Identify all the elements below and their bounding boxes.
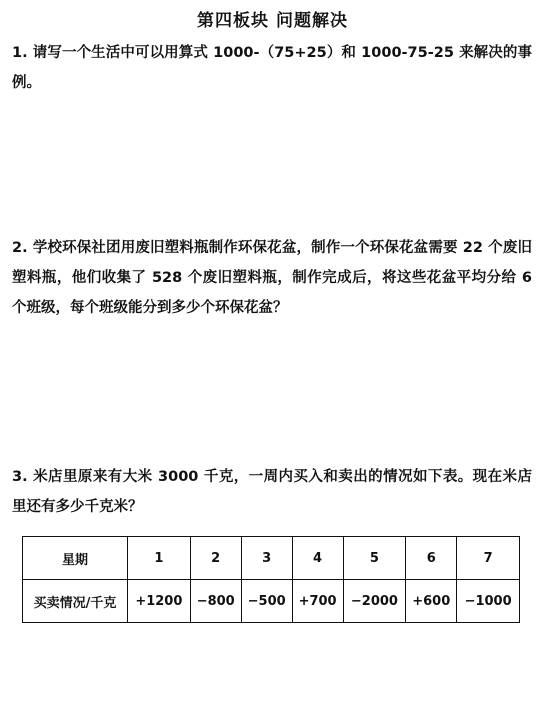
table-cell-value: +700	[292, 580, 343, 623]
table-cell-day: 3	[241, 537, 292, 580]
table-cell-day: 7	[457, 537, 520, 580]
table-cell-day: 5	[343, 537, 406, 580]
question-2	[12, 233, 532, 323]
question-3-text: 米店里原来有大米 3000 千克，一周内买入和卖出的情况如下表。现在米店里还有多少千克米？	[12, 469, 532, 515]
row-header-trade: 买卖情况/千克	[23, 580, 128, 623]
table-row-values	[23, 580, 520, 623]
rice-sales-table	[22, 536, 520, 623]
question-2-text: 学校环保社团用废旧塑料瓶制作环保花盆，制作一个环保花盆需要 22 个废旧塑料瓶，他们收集了 528 个废旧塑料瓶，制作完成后，将这些花盆平均分给 6 个班级，每个班级能分到多少个环保花盆？	[12, 240, 532, 316]
question-1-text: 请写一个生活中可以用算式 1000-（75+25）和 1000-75-25 来解决的事例。	[12, 45, 532, 91]
question-3-number: 3.	[12, 469, 28, 485]
question-1-number: 1.	[12, 45, 28, 61]
table-cell-day: 6	[406, 537, 457, 580]
table-cell-value: −1000	[457, 580, 520, 623]
question-1	[12, 38, 532, 98]
table-cell-value: −500	[241, 580, 292, 623]
table-cell-value: +1200	[128, 580, 191, 623]
question-2-number: 2.	[12, 240, 28, 256]
question-3	[12, 462, 532, 522]
table-cell-day: 2	[190, 537, 241, 580]
table-cell-value: +600	[406, 580, 457, 623]
table-row-days	[23, 537, 520, 580]
table-cell-day: 4	[292, 537, 343, 580]
row-header-day: 星期	[23, 537, 128, 580]
table-cell-value: −2000	[343, 580, 406, 623]
section-title: 第四板块 问题解决	[197, 11, 348, 31]
table-cell-value: −800	[190, 580, 241, 623]
table-cell-day: 1	[128, 537, 191, 580]
